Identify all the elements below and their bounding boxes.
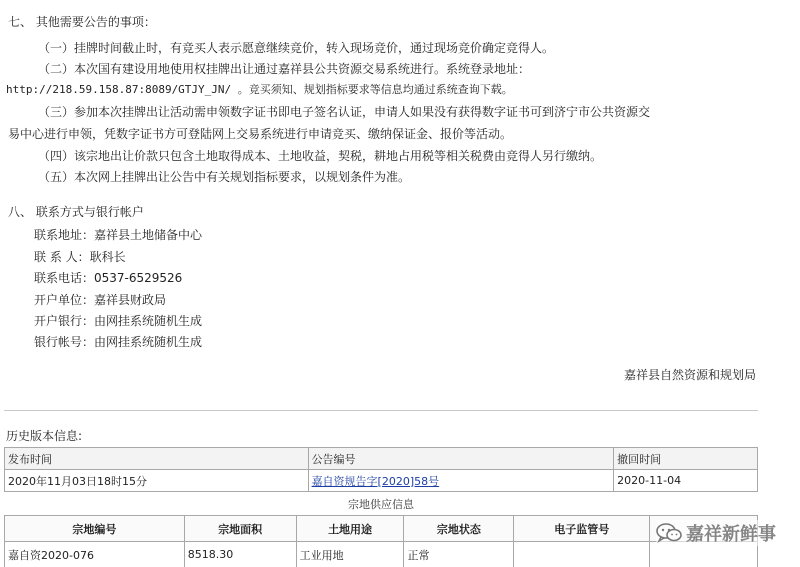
supply-parcel-id: 嘉自资2020-076 <box>5 542 185 567</box>
history-header-withdraw-time: 撤回时间 <box>614 448 758 470</box>
section7-item-3: （三）参加本次挂牌出让活动需申领数字证书即电子签名认证，申请人如果没有获得数字证书可到济宁市公共资源交 <box>38 105 651 119</box>
supply-title: 宗地供应信息 <box>348 498 414 511</box>
account-bank: 开户银行：由网挂系统随机生成 <box>34 314 203 328</box>
history-publish-time: 2020年11月03日18时15分 <box>5 470 309 492</box>
history-header-row <box>5 448 758 470</box>
supply-table <box>4 515 758 567</box>
account-unit: 开户单位：嘉祥县财政局 <box>34 293 167 307</box>
section7-item-3-cont: 易中心进行申领，凭数字证书方可登陆网上交易系统进行申请竞买、缴纳保证金、报价等活动。 <box>8 127 513 141</box>
history-notice-cell <box>308 470 614 492</box>
notice-number-link[interactable]: 嘉自资规告字[2020]58号 <box>311 474 440 488</box>
history-header-notice-number: 公告编号 <box>308 448 614 470</box>
contact-phone: 联系电话：0537-6529526 <box>34 271 183 285</box>
history-title: 历史版本信息: <box>6 429 83 443</box>
watermark <box>656 520 776 546</box>
wechat-icon <box>656 523 682 543</box>
supply-supervision-no <box>514 542 650 567</box>
system-url-line: http://218.59.158.87:8089/GTJY_JN/ 。竞买须知、规划指标要求等信息均通过系统查询下载。 <box>6 83 513 96</box>
supply-row <box>5 542 758 567</box>
divider <box>4 410 758 411</box>
section7-item-4: （四）该宗地出让价款只包含土地取得成本、土地收益，契税，耕地占用税等相关税费由竞得人另行缴纳。 <box>38 149 603 163</box>
supply-header-status: 宗地状态 <box>404 516 514 542</box>
history-header-publish-time: 发布时间 <box>5 448 309 470</box>
section7-item-1: （一）挂牌时间截止时，有竞买人表示愿意继续竞价，转入现场竞价，通过现场竞价确定竞得人。 <box>38 41 555 55</box>
supply-header-use: 土地用途 <box>296 516 404 542</box>
history-row <box>5 470 758 492</box>
watermark-text: 嘉祥新鲜事 <box>686 524 776 545</box>
section7-item-5: （五）本次网上挂牌出让公告中有关规划指标要求，以规划条件为准。 <box>38 170 411 184</box>
history-withdraw-time: 2020-11-04 <box>614 470 758 492</box>
supply-header-parcel-id: 宗地编号 <box>5 516 185 542</box>
history-table <box>4 447 758 492</box>
account-number: 银行帐号：由网挂系统随机生成 <box>34 335 203 349</box>
supply-area: 8518.30 <box>184 542 296 567</box>
supply-header-row <box>5 516 758 542</box>
section7-item-2: （二）本次国有建设用地使用权挂牌出让通过嘉祥县公共资源交易系统进行。系统登录地址： <box>38 62 531 76</box>
contact-address: 联系地址：嘉祥县土地储备中心 <box>34 228 203 242</box>
contact-person: 联 系 人：耿科长 <box>34 250 126 264</box>
section8-heading: 八、 联系方式与银行帐户 <box>8 205 144 219</box>
supply-header-area: 宗地面积 <box>184 516 296 542</box>
supply-status: 正常 <box>404 542 514 567</box>
supply-header-supervision-no: 电子监管号 <box>514 516 650 542</box>
issuer-signature: 嘉祥县自然资源和规划局 <box>623 368 756 382</box>
supply-use: 工业用地 <box>296 542 404 567</box>
section7-heading: 七、 其他需要公告的事项： <box>8 15 156 29</box>
